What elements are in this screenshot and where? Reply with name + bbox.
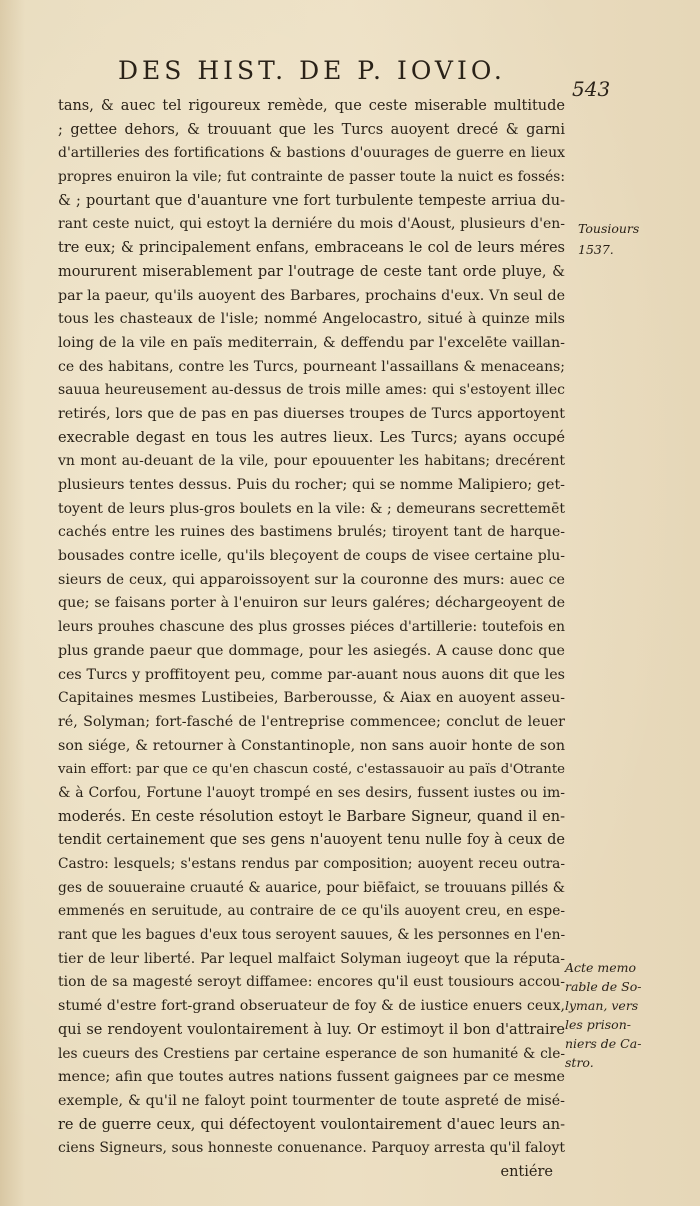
text-line: bousades contre icelle, qu'ils bleçoyent de coups de visee certaine plu- — [58, 548, 565, 565]
text-line: rant que les bagues d'eux tous seroyent sauues, & les personnes en l'en- — [58, 927, 566, 944]
running-title: DES HIST. DE P. IOVIO. — [118, 56, 506, 85]
text-line: ; gettee dehors, & trouuant que les Turcs auoyent drecé & garni — [58, 121, 565, 138]
page-number: 543 — [572, 77, 611, 101]
text-line: sieurs de ceux, qui apparoissoyent sur la couronne des murs: auec ce — [58, 571, 565, 588]
text-line: loing de la vile en païs mediterrain, & deffendu par l'excelēte vaillan- — [58, 334, 565, 351]
margin-note-line: les prison- — [565, 1017, 631, 1032]
text-line: entiére — [500, 1163, 553, 1180]
text-line: d'artilleries des fortifications & bastions d'ouurages de guerre en lieux — [58, 145, 565, 162]
text-line: les cueurs des Crestiens par certaine esperance de son humanité & cle- — [58, 1045, 565, 1062]
text-line: mence; afin que toutes autres nations fussent gaignees par ce mesme — [58, 1069, 565, 1086]
text-line: exemple, & qu'il ne faloyt point tourmenter de toute aspreté de misé- — [58, 1092, 565, 1109]
text-line: execrable degast en tous les autres lieux. Les Turcs; ayans occupé — [58, 429, 565, 446]
text-line: tier de leur liberté. Par lequel malfaict Solyman iugeoyt que la réputa- — [58, 950, 565, 967]
text-line: vn mont au-deuant de la vile, pour epouuenter les habitans; drecérent — [58, 453, 565, 470]
text-line: re de guerre ceux, qui défectoyent voulontairement d'auec leurs an- — [58, 1116, 565, 1133]
margin-note-date — [578, 218, 639, 260]
margin-note-line: Acte memo — [565, 960, 637, 975]
text-line: tendit certainement que ses gens n'auoyent tenu nulle foy à ceux de — [58, 832, 565, 849]
text-line: tion de sa magesté seroyt diffamee: encores qu'il eust tousiours accou- — [58, 974, 565, 991]
text-line: propres enuiron la vile; fut contrainte de passer toute la nuict es fossés: — [58, 169, 565, 186]
text-line: ges de souueraine cruauté & auarice, pour biēfaict, se trouuans pillés & — [58, 879, 565, 896]
text-line: ces Turcs y proffitoyent peu, comme par-auant nous auons dit que les — [58, 666, 565, 683]
margin-note-line: niers de Ca- — [565, 1036, 642, 1051]
text-line: plus grande paeur que dommage, pour les asiegés. A cause donc que — [58, 642, 565, 659]
text-line: cachés entre les ruines des bastimens brulés; tiroyent tant de harque- — [58, 524, 565, 541]
text-line: plusieurs tentes dessus. Puis du rocher; qui se nomme Malipiero; get- — [58, 477, 565, 493]
text-line: Capitaines mesmes Lustibeies, Barberousse, & Aiax en auoyent asseu- — [58, 690, 565, 707]
margin-note-acte — [565, 958, 641, 1072]
margin-note-line: lyman, vers — [565, 998, 639, 1013]
text-line: son siége, & retourner à Constantinople, non sans auoir honte de son — [58, 737, 565, 754]
margin-note-line: 1537. — [578, 242, 614, 257]
margin-note-line: Tousiours — [578, 221, 640, 236]
text-line: que; se faisans porter à l'enuiron sur leurs galéres; déchargeoyent de — [58, 595, 565, 612]
text-line: vain effort: par que ce qu'en chascun costé, c'estassauoir au païs d'Otrante — [58, 762, 565, 778]
text-line: Castro: lesquels; s'estans rendus par composition; auoyent receu outra- — [58, 856, 565, 872]
text-line: ciens Signeurs, sous honneste conuenance. Parquoy arresta qu'il faloyt — [58, 1140, 565, 1157]
text-line: leurs prouhes chascune des plus grosses piéces d'artillerie: toutefois en — [58, 619, 565, 636]
text-line: rant ceste nuict, qui estoyt la derniére du mois d'Aoust, plusieurs d'en- — [58, 216, 565, 233]
text-line: par la paeur, qu'ils auoyent des Barbares, prochains d'eux. Vn seul de — [58, 287, 565, 304]
text-line: tous les chasteaux de l'isle; nommé Angelocastro, situé à quinze mils — [58, 311, 565, 328]
text-line: ce des habitans, contre les Turcs, pourneant l'assaillans & menaceans; — [58, 358, 565, 375]
text-line: moderés. En ceste résolution estoyt le Barbare Signeur, quand il en- — [58, 808, 565, 825]
margin-note-line: rable de So- — [565, 979, 642, 994]
text-line: emmenés en seruitude, au contraire de ce qu'ils auoyent creu, en espe- — [58, 903, 565, 920]
text-line: tre eux; & principalement enfans, embraceans le col de leurs méres — [58, 240, 565, 257]
text-line: & ; pourtant que d'auanture vne fort turbulente tempeste arriua du- — [58, 192, 565, 209]
text-line: & à Corfou, Fortune l'auoyt trompé en ses desirs, fussent iustes ou im- — [58, 784, 565, 801]
text-line: ré, Solyman; fort-fasché de l'entreprise commencee; conclut de leuer — [58, 713, 565, 730]
text-line: qui se rendoyent voulontairement à luy. Or estimoyt il bon d'attraire — [58, 1021, 565, 1038]
text-line: tans, & auec tel rigoureux remède, que ceste miserable multitude — [58, 98, 565, 114]
body-text — [58, 95, 565, 1185]
margin-note-line: stro. — [565, 1055, 594, 1070]
text-line: moururent miserablement par l'outrage de ceste tant orde pluye, & — [58, 263, 565, 280]
text-line: toyent de leurs plus-gros boulets en la vile: & ; demeurans secrettemēt — [58, 500, 565, 517]
text-line: stumé d'estre fort-grand obseruateur de foy & de iustice enuers ceux, — [58, 998, 565, 1015]
text-line: sauua heureusement au-dessus de trois mille ames: qui s'estoyent illec — [58, 382, 565, 399]
text-line: retirés, lors que de pas en pas diuerses troupes de Turcs apportoyent — [58, 405, 565, 422]
